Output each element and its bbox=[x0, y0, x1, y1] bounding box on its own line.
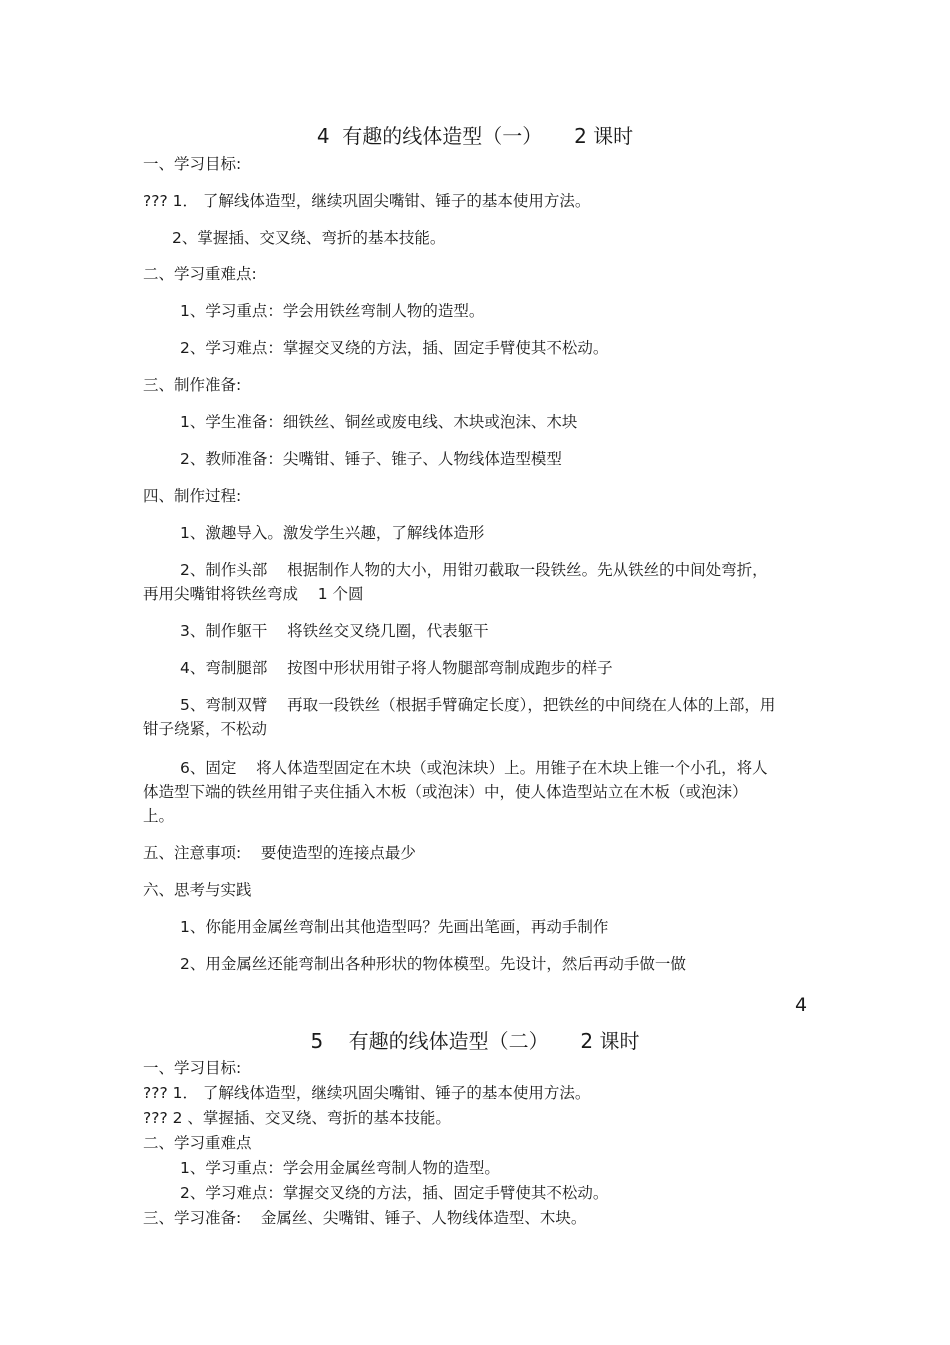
section1-process-2: 2、制作头部 根据制作人物的大小，用钳刃截取一段铁丝。先从铁丝的中间处弯折，再用尖嘴钳将铁丝弯成 1 个圆 bbox=[143, 561, 768, 603]
section1-prep-1: 1、学生准备：细铁丝、铜丝或废电线、木块或泡沫、木块 bbox=[180, 413, 578, 431]
section1-process-3: 3、制作躯干 将铁丝交叉绕几圈，代表躯干 bbox=[180, 622, 489, 640]
section1-goal-1: ??? 1． 了解线体造型，继续巩固尖嘴钳、锤子的基本使用方法。 bbox=[143, 192, 591, 210]
section2-goal-1: ??? 1． 了解线体造型，继续巩固尖嘴钳、锤子的基本使用方法。 bbox=[143, 1084, 591, 1102]
section1-heading-process: 四、制作过程: bbox=[143, 487, 242, 505]
section1-heading-keypoints: 二、学习重难点: bbox=[143, 265, 257, 283]
section2-title: 5 有趣的线体造型（二） 2 课时 bbox=[310, 1029, 640, 1053]
section1-title: 4 有趣的线体造型（一） 2 课时 bbox=[316, 124, 634, 148]
section1-process-6: 6、固定 将人体造型固定在木块（或泡沫块）上。用锥子在木块上锥一个小孔，将人体造型下端的铁丝用钳子夹住插入木板（或泡沫）中，使人体造型站立在木板（或泡沫）上。 bbox=[143, 759, 768, 825]
page-number: 4 bbox=[795, 994, 808, 1016]
section1-process-1: 1、激趣导入。激发学生兴趣，了解线体造形 bbox=[180, 524, 485, 542]
section2-heading-prep: 三、学习准备: 金属丝、尖嘴钳、锤子、人物线体造型、木块。 bbox=[143, 1209, 587, 1227]
section2-keypoint-2: 2、学习难点：掌握交叉绕的方法，插、固定手臂使其不松动。 bbox=[180, 1184, 609, 1202]
section1-process-5: 5、弯制双臂 再取一段铁丝（根据手臂确定长度），把铁丝的中间绕在人体的上部，用钳子绕紧，不松动 bbox=[143, 696, 776, 738]
section1-heading-practice: 六、思考与实践 bbox=[143, 881, 252, 899]
section2-heading-goals: 一、学习目标: bbox=[143, 1059, 242, 1077]
section1-heading-notes: 五、注意事项: 要使造型的连接点最少 bbox=[143, 844, 416, 862]
section1-keypoint-2: 2、学习难点：掌握交叉绕的方法，插、固定手臂使其不松动。 bbox=[180, 339, 609, 357]
section1-goal-2: 2、掌握插、交叉绕、弯折的基本技能。 bbox=[172, 229, 446, 247]
section2-heading-keypoints: 二、学习重难点 bbox=[143, 1134, 252, 1152]
section1-prep-2: 2、教师准备：尖嘴钳、锤子、锥子、人物线体造型模型 bbox=[180, 450, 562, 468]
section1-process-4: 4、弯制腿部 按图中形状用钳子将人物腿部弯制成跑步的样子 bbox=[180, 659, 613, 677]
section1-keypoint-1: 1、学习重点：学会用铁丝弯制人物的造型。 bbox=[180, 302, 485, 320]
section1-practice-1: 1、你能用金属丝弯制出其他造型吗？先画出笔画，再动手制作 bbox=[180, 918, 609, 936]
section2-keypoint-1: 1、学习重点：学会用金属丝弯制人物的造型。 bbox=[180, 1159, 500, 1177]
section1-heading-prep: 三、制作准备: bbox=[143, 376, 242, 394]
section1-heading-goals: 一、学习目标: bbox=[143, 155, 242, 173]
section2-goal-2: ??? 2 、掌握插、交叉绕、弯折的基本技能。 bbox=[143, 1109, 451, 1127]
section1-practice-2: 2、用金属丝还能弯制出各种形状的物体模型。先设计，然后再动手做一做 bbox=[180, 955, 686, 973]
